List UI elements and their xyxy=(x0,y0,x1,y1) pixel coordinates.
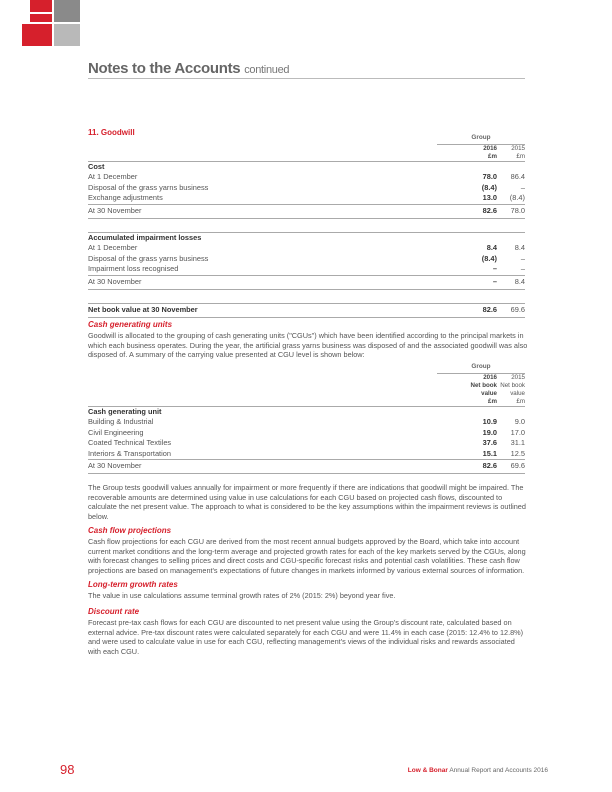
cgu-heading: Cash generating units xyxy=(88,320,173,329)
group-header: Group xyxy=(437,133,525,144)
cgu-paragraph: Goodwill is allocated to the grouping of cash generating units ("CGUs") which have been identified according to the principal markets in which each business operates. During the year, the artificial grass yarns business was disposed of and the associated goodwill was also disposed of. A summary of the carrying value presented at CGU level is shown below: xyxy=(88,331,528,360)
group-header: Group xyxy=(437,362,525,373)
growth-paragraph: The value in use calculations assume terminal growth rates of 2% (2015: 2%) beyond year five. xyxy=(88,591,396,600)
table-row: At 1 December 8.4 8.4 xyxy=(88,243,525,252)
note-title: 11. Goodwill xyxy=(88,128,135,137)
page-title: Notes to the Accounts continued xyxy=(88,60,290,77)
goodwill-table: Group 2016 2015 £m £m Cost At 1 December 78.0 86.4 Disposal of the grass yarns business (8.4) – Exchange adjustments 13.0 (8.4) At 30 November 82.6 78.0 Accumulated impairment losses At 1 December 8.4 8.4 Disposal of the grass yarns business (8.4) – Impairment loss recognised – – At 30 November – 8.4 Net book value at 30 November 82.6 69.6 xyxy=(88,133,525,318)
company-logo xyxy=(0,0,80,50)
section-label: Cost xyxy=(88,161,105,171)
cash-flow-paragraph: Cash flow projections for each CGU are derived from the most recent annual budgets approved by the Board, which take into account current market conditions and the long-term average and projected growth rates for each of the key markets served by the CGUs, along with forecast changes to selling prices and direct costs and CGU-specific forecast risks and potential cash volatilities. These cash flow projections are based on management's expectations of future changes in markets informed by various external sources of information. xyxy=(88,537,526,575)
table-total-row: At 30 November 82.6 78.0 xyxy=(88,204,525,218)
impairment-paragraph: The Group tests goodwill values annually for impairment or more frequently if there are indications that goodwill might be impaired. The recoverable amounts are determined using value in use calculations for each CGU based on projected cash flows, discounted to calculate the net present value. The approach to what is considered to be the key assumptions within the impairment reviews is outlined below. xyxy=(88,483,526,521)
section-label: Accumulated impairment losses xyxy=(88,232,437,243)
growth-heading: Long-term growth rates xyxy=(88,580,178,589)
discount-heading: Discount rate xyxy=(88,607,140,616)
table-row: Civil Engineering 19.0 17.0 xyxy=(88,427,525,437)
net-book-value-row: Net book value at 30 November 82.6 69.6 xyxy=(88,303,525,317)
cgu-table: Group 2016 2015 Net book Net book value value £m £m Cash generating unit Building & Industrial 10.9 9.0 Civil Engineering 19.0 17.0 Coated Technical Textiles 37.6 31.1 Interiors & Transportation 15.1 12.5 At 30 November 82.6 69.6 xyxy=(88,362,525,474)
table-row: At 1 December 78.0 86.4 xyxy=(88,172,525,181)
page-number: 98 xyxy=(60,762,75,777)
table-total-row: At 30 November – 8.4 xyxy=(88,275,525,289)
section-label: Cash generating unit xyxy=(88,406,162,416)
table-row: Coated Technical Textiles 37.6 31.1 xyxy=(88,438,525,447)
discount-paragraph: Forecast pre-tax cash flows for each CGU are discounted to net present value using the Group's discount rate, calculated based on external advice. Pre-tax discount rates were calculated separately for each CGU and were 11.4% in each case (2015: 12.4% to 12.8%) and were used to calculate value in use for each CGU, reflecting management's views of the individual risks and rewards associated with each CGU. xyxy=(88,618,524,656)
table-row: Interiors & Transportation 15.1 12.5 xyxy=(88,448,525,458)
table-row: Impairment loss recognised – – xyxy=(88,264,525,273)
table-total-row: At 30 November 82.6 69.6 xyxy=(88,460,525,474)
cash-flow-heading: Cash flow projections xyxy=(88,526,172,535)
header-divider xyxy=(88,78,525,79)
table-row: Disposal of the grass yarns business (8.4) – xyxy=(88,182,525,192)
table-row: Disposal of the grass yarns business (8.4) – xyxy=(88,253,525,263)
table-row: Building & Industrial 10.9 9.0 xyxy=(88,417,525,426)
table-row: Exchange adjustments 13.0 (8.4) xyxy=(88,193,525,202)
footer-text: Low & Bonar Annual Report and Accounts 2016 xyxy=(407,767,548,774)
